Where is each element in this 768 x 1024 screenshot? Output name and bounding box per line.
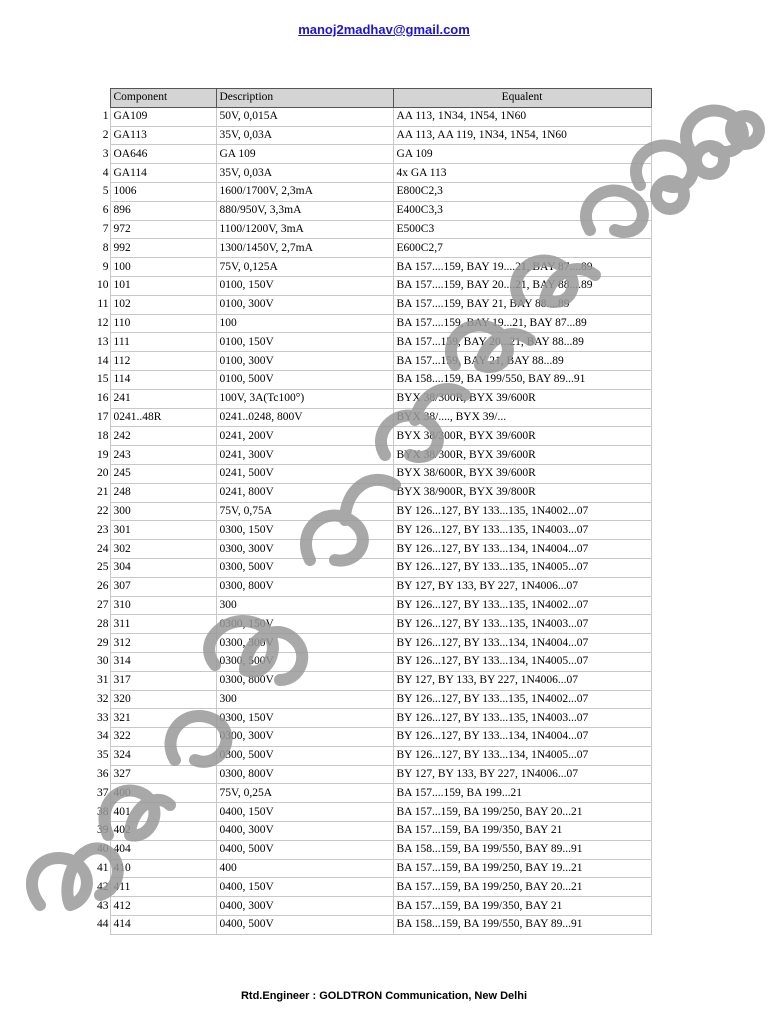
equivalent-cell: BA 157...159, BA 199/350, BAY 21: [393, 822, 651, 841]
equivalent-cell: BY 126...127, BY 133...135, 1N4002...07: [393, 596, 651, 615]
description-cell: 1100/1200V, 3mA: [216, 220, 393, 239]
component-cell: 401: [110, 803, 216, 822]
component-cell: 411: [110, 878, 216, 897]
component-cell: 301: [110, 521, 216, 540]
description-cell: 0100, 150V: [216, 333, 393, 352]
description-cell: 100V, 3A(Tc100°): [216, 389, 393, 408]
component-column-header: Component: [110, 89, 216, 108]
table-row: [88, 652, 651, 671]
equivalent-cell: BYX 38/600R, BYX 39/600R: [393, 464, 651, 483]
component-cell: GA114: [110, 164, 216, 183]
equivalent-cell: BA 157...159, BAY 20...21, BAY 88...89: [393, 333, 651, 352]
description-cell: 300: [216, 690, 393, 709]
footer-text: Rtd.Engineer : GOLDTRON Communication, New Delhi: [240, 990, 527, 1002]
component-cell: 404: [110, 840, 216, 859]
component-cell: 1006: [110, 182, 216, 201]
equivalent-cell: BYX 38/300R, BYX 39/600R: [393, 446, 651, 465]
table-row: [88, 822, 651, 841]
component-cell: 972: [110, 220, 216, 239]
equivalent-cell: E500C3: [393, 220, 651, 239]
table-row: [88, 239, 651, 258]
equivalent-cell: BY 127, BY 133, BY 227, 1N4006...07: [393, 765, 651, 784]
table-row: [88, 182, 651, 201]
description-cell: 75V, 0,125A: [216, 258, 393, 277]
component-cell: 327: [110, 765, 216, 784]
table-header-row: [88, 89, 651, 108]
equivalent-cell: BY 127, BY 133, BY 227, 1N4006...07: [393, 577, 651, 596]
component-cell: 0241..48R: [110, 408, 216, 427]
equivalent-cell: BA 157...159, BA 199/350, BAY 21: [393, 897, 651, 916]
table-row: [88, 427, 651, 446]
component-cell: 304: [110, 558, 216, 577]
description-cell: 75V, 0,75A: [216, 502, 393, 521]
description-cell: GA 109: [216, 145, 393, 164]
equivalent-cell: BY 127, BY 133, BY 227, 1N4006...07: [393, 671, 651, 690]
component-cell: 317: [110, 671, 216, 690]
table-row: [88, 897, 651, 916]
table-row: [88, 352, 651, 371]
component-cell: 310: [110, 596, 216, 615]
table-row: [88, 333, 651, 352]
row-number: 33: [88, 709, 110, 728]
table-row: [88, 916, 651, 935]
component-cell: 248: [110, 483, 216, 502]
row-number: 40: [88, 840, 110, 859]
component-cell: OA646: [110, 145, 216, 164]
table-row: [88, 408, 651, 427]
component-cell: 322: [110, 728, 216, 747]
description-cell: 0400, 150V: [216, 803, 393, 822]
row-number: 5: [88, 182, 110, 201]
description-cell: 0241, 300V: [216, 446, 393, 465]
equivalent-cell: BA 157...159, BAY 21, BAY 88...89: [393, 352, 651, 371]
table-row: [88, 145, 651, 164]
table-row: [88, 295, 651, 314]
table-row: [88, 634, 651, 653]
row-number: 6: [88, 201, 110, 220]
equivalent-cell: BY 126...127, BY 133...135, 1N4003...07: [393, 615, 651, 634]
equivalent-cell: BY 126...127, BY 133...135, 1N4003...07: [393, 521, 651, 540]
component-cell: 414: [110, 916, 216, 935]
equivalent-cell: BY 126...127, BY 133...135, 1N4005...07: [393, 558, 651, 577]
table-row: [88, 709, 651, 728]
table-row: [88, 840, 651, 859]
table-row: [88, 314, 651, 333]
row-number: 13: [88, 333, 110, 352]
row-number: 20: [88, 464, 110, 483]
table-row: [88, 483, 651, 502]
component-cell: 320: [110, 690, 216, 709]
table-row: [88, 521, 651, 540]
table-row: [88, 615, 651, 634]
component-cell: 312: [110, 634, 216, 653]
row-number: 12: [88, 314, 110, 333]
row-number: 18: [88, 427, 110, 446]
equivalent-cell: BA 157...159, BA 199/250, BAY 20...21: [393, 803, 651, 822]
equivalent-cell: BYX 38/900R, BYX 39/800R: [393, 483, 651, 502]
row-number: 23: [88, 521, 110, 540]
component-cell: 111: [110, 333, 216, 352]
description-cell: 0400, 300V: [216, 897, 393, 916]
row-number: 36: [88, 765, 110, 784]
description-cell: 0400, 150V: [216, 878, 393, 897]
table-row: [88, 728, 651, 747]
equivalent-cell: BY 126...127, BY 133...135, 1N4002...07: [393, 502, 651, 521]
row-number: 24: [88, 540, 110, 559]
description-cell: 0241, 200V: [216, 427, 393, 446]
component-cell: 245: [110, 464, 216, 483]
description-cell: 0100, 500V: [216, 370, 393, 389]
row-number: 11: [88, 295, 110, 314]
table-row: [88, 558, 651, 577]
description-cell: 0100, 150V: [216, 276, 393, 295]
row-number: 38: [88, 803, 110, 822]
row-number: 31: [88, 671, 110, 690]
component-cell: 102: [110, 295, 216, 314]
component-cell: 300: [110, 502, 216, 521]
component-cell: 314: [110, 652, 216, 671]
description-cell: 0241, 800V: [216, 483, 393, 502]
row-number: 17: [88, 408, 110, 427]
description-cell: 0100, 300V: [216, 352, 393, 371]
component-cell: 112: [110, 352, 216, 371]
equivalent-column-header: Equalent: [393, 89, 651, 108]
description-column-header: Description: [216, 89, 393, 108]
row-number: 10: [88, 276, 110, 295]
table-row: [88, 859, 651, 878]
table-row: [88, 164, 651, 183]
row-number: 15: [88, 370, 110, 389]
row-number: 22: [88, 502, 110, 521]
table-row: [88, 464, 651, 483]
table-row: [88, 220, 651, 239]
equivalent-cell: BY 126...127, BY 133...134, 1N4004...07: [393, 540, 651, 559]
component-cell: 412: [110, 897, 216, 916]
row-number: 21: [88, 483, 110, 502]
description-cell: 0300, 150V: [216, 615, 393, 634]
table-row: [88, 446, 651, 465]
equivalent-cell: BY 126...127, BY 133...134, 1N4004...07: [393, 728, 651, 747]
row-number: 4: [88, 164, 110, 183]
row-number: 19: [88, 446, 110, 465]
component-cell: 324: [110, 746, 216, 765]
description-cell: 300: [216, 596, 393, 615]
component-cell: 321: [110, 709, 216, 728]
row-number: 16: [88, 389, 110, 408]
component-cell: 243: [110, 446, 216, 465]
component-cell: 402: [110, 822, 216, 841]
description-cell: 0300, 150V: [216, 709, 393, 728]
description-cell: 0300, 500V: [216, 652, 393, 671]
component-cell: GA109: [110, 107, 216, 126]
row-number: 29: [88, 634, 110, 653]
component-cell: 101: [110, 276, 216, 295]
description-cell: 0400, 500V: [216, 840, 393, 859]
component-cell: 241: [110, 389, 216, 408]
component-equivalents-table: [88, 88, 652, 935]
table-row: [88, 126, 651, 145]
row-number: 27: [88, 596, 110, 615]
equivalent-cell: BY 126...127, BY 133...134, 1N4005...07: [393, 652, 651, 671]
description-cell: 0400, 500V: [216, 916, 393, 935]
equivalent-cell: E600C2,7: [393, 239, 651, 258]
description-cell: 100: [216, 314, 393, 333]
equivalent-cell: BYX 38/300R, BYX 39/600R: [393, 427, 651, 446]
description-cell: 880/950V, 3,3mA: [216, 201, 393, 220]
table-row: [88, 746, 651, 765]
equivalent-cell: BA 157....159, BAY 19...21, BAY 87...89: [393, 314, 651, 333]
row-number: 2: [88, 126, 110, 145]
row-number: 43: [88, 897, 110, 916]
description-cell: 0300, 150V: [216, 521, 393, 540]
row-number: 34: [88, 728, 110, 747]
description-cell: 50V, 0,015A: [216, 107, 393, 126]
equivalent-cell: BA 158...159, BA 199/550, BAY 89...91: [393, 916, 651, 935]
component-cell: 410: [110, 859, 216, 878]
description-cell: 0300, 800V: [216, 577, 393, 596]
component-cell: 992: [110, 239, 216, 258]
table-row: [88, 389, 651, 408]
row-number-header: [88, 89, 110, 108]
table-row: [88, 765, 651, 784]
description-cell: 35V, 0,03A: [216, 126, 393, 145]
description-cell: 0300, 500V: [216, 558, 393, 577]
equivalent-cell: BY 126...127, BY 133...134, 1N4004...07: [393, 634, 651, 653]
description-cell: 0300, 300V: [216, 634, 393, 653]
equivalent-cell: BA 157...159, BA 199/250, BAY 19...21: [393, 859, 651, 878]
description-cell: 0300, 500V: [216, 746, 393, 765]
row-number: 28: [88, 615, 110, 634]
equivalent-cell: AA 113, 1N34, 1N54, 1N60: [393, 107, 651, 126]
table-row: [88, 690, 651, 709]
equivalent-cell: BY 126...127, BY 133...135, 1N4003...07: [393, 709, 651, 728]
table-body: [88, 107, 651, 934]
table-row: [88, 107, 651, 126]
row-number: 39: [88, 822, 110, 841]
equivalent-cell: E800C2,3: [393, 182, 651, 201]
component-cell: 242: [110, 427, 216, 446]
component-cell: GA113: [110, 126, 216, 145]
table-row: [88, 596, 651, 615]
equivalent-cell: BA 158...159, BA 199/550, BAY 89...91: [393, 840, 651, 859]
table-row: [88, 784, 651, 803]
row-number: 32: [88, 690, 110, 709]
component-cell: 110: [110, 314, 216, 333]
equivalent-cell: BA 157....159, BAY 21, BAY 88....89: [393, 295, 651, 314]
description-cell: 1300/1450V, 2,7mA: [216, 239, 393, 258]
row-number: 14: [88, 352, 110, 371]
description-cell: 0300, 800V: [216, 765, 393, 784]
table-row: [88, 540, 651, 559]
table-row: [88, 276, 651, 295]
equivalent-cell: 4x GA 113: [393, 164, 651, 183]
component-cell: 311: [110, 615, 216, 634]
row-number: 7: [88, 220, 110, 239]
table-row: [88, 577, 651, 596]
equivalent-cell: BY 126...127, BY 133...135, 1N4002...07: [393, 690, 651, 709]
equivalent-cell: BA 157...159, BA 199/250, BAY 20...21: [393, 878, 651, 897]
row-number: 37: [88, 784, 110, 803]
row-number: 3: [88, 145, 110, 164]
equivalent-cell: BA 157....159, BAY 20....21, BAY 88....89: [393, 276, 651, 295]
description-cell: 0100, 300V: [216, 295, 393, 314]
description-cell: 0241, 500V: [216, 464, 393, 483]
equivalent-cell: BYX 38/...., BYX 39/...: [393, 408, 651, 427]
equivalent-cell: BA 157....159, BA 199...21: [393, 784, 651, 803]
description-cell: 400: [216, 859, 393, 878]
component-cell: 400: [110, 784, 216, 803]
component-cell: 100: [110, 258, 216, 277]
component-cell: 302: [110, 540, 216, 559]
component-cell: 307: [110, 577, 216, 596]
row-number: 26: [88, 577, 110, 596]
equivalent-cell: E400C3,3: [393, 201, 651, 220]
equivalent-cell: GA 109: [393, 145, 651, 164]
equivalent-cell: BA 157....159, BAY 19....21, BAY 87....89: [393, 258, 651, 277]
row-number: 42: [88, 878, 110, 897]
description-cell: 0241..0248, 800V: [216, 408, 393, 427]
description-cell: 0300, 800V: [216, 671, 393, 690]
table-row: [88, 370, 651, 389]
description-cell: 35V, 0,03A: [216, 164, 393, 183]
equivalent-cell: BYX 38/300R, BYX 39/600R: [393, 389, 651, 408]
table-row: [88, 803, 651, 822]
table-row: [88, 258, 651, 277]
row-number: 1: [88, 107, 110, 126]
equivalent-cell: AA 113, AA 119, 1N34, 1N54, 1N60: [393, 126, 651, 145]
component-cell: 114: [110, 370, 216, 389]
row-number: 41: [88, 859, 110, 878]
component-cell: 896: [110, 201, 216, 220]
table-row: [88, 878, 651, 897]
description-cell: 75V, 0,25A: [216, 784, 393, 803]
row-number: 44: [88, 916, 110, 935]
table-row: [88, 502, 651, 521]
description-cell: 1600/1700V, 2,3mA: [216, 182, 393, 201]
row-number: 8: [88, 239, 110, 258]
row-number: 9: [88, 258, 110, 277]
description-cell: 0300, 300V: [216, 540, 393, 559]
description-cell: 0300, 300V: [216, 728, 393, 747]
row-number: 30: [88, 652, 110, 671]
equivalent-cell: BA 158....159, BA 199/550, BAY 89...91: [393, 370, 651, 389]
row-number: 25: [88, 558, 110, 577]
description-cell: 0400, 300V: [216, 822, 393, 841]
table-row: [88, 671, 651, 690]
header-email-link[interactable]: manoj2madhav@gmail.com: [298, 22, 470, 37]
equivalent-cell: BY 126...127, BY 133...134, 1N4005...07: [393, 746, 651, 765]
row-number: 35: [88, 746, 110, 765]
table-row: [88, 201, 651, 220]
